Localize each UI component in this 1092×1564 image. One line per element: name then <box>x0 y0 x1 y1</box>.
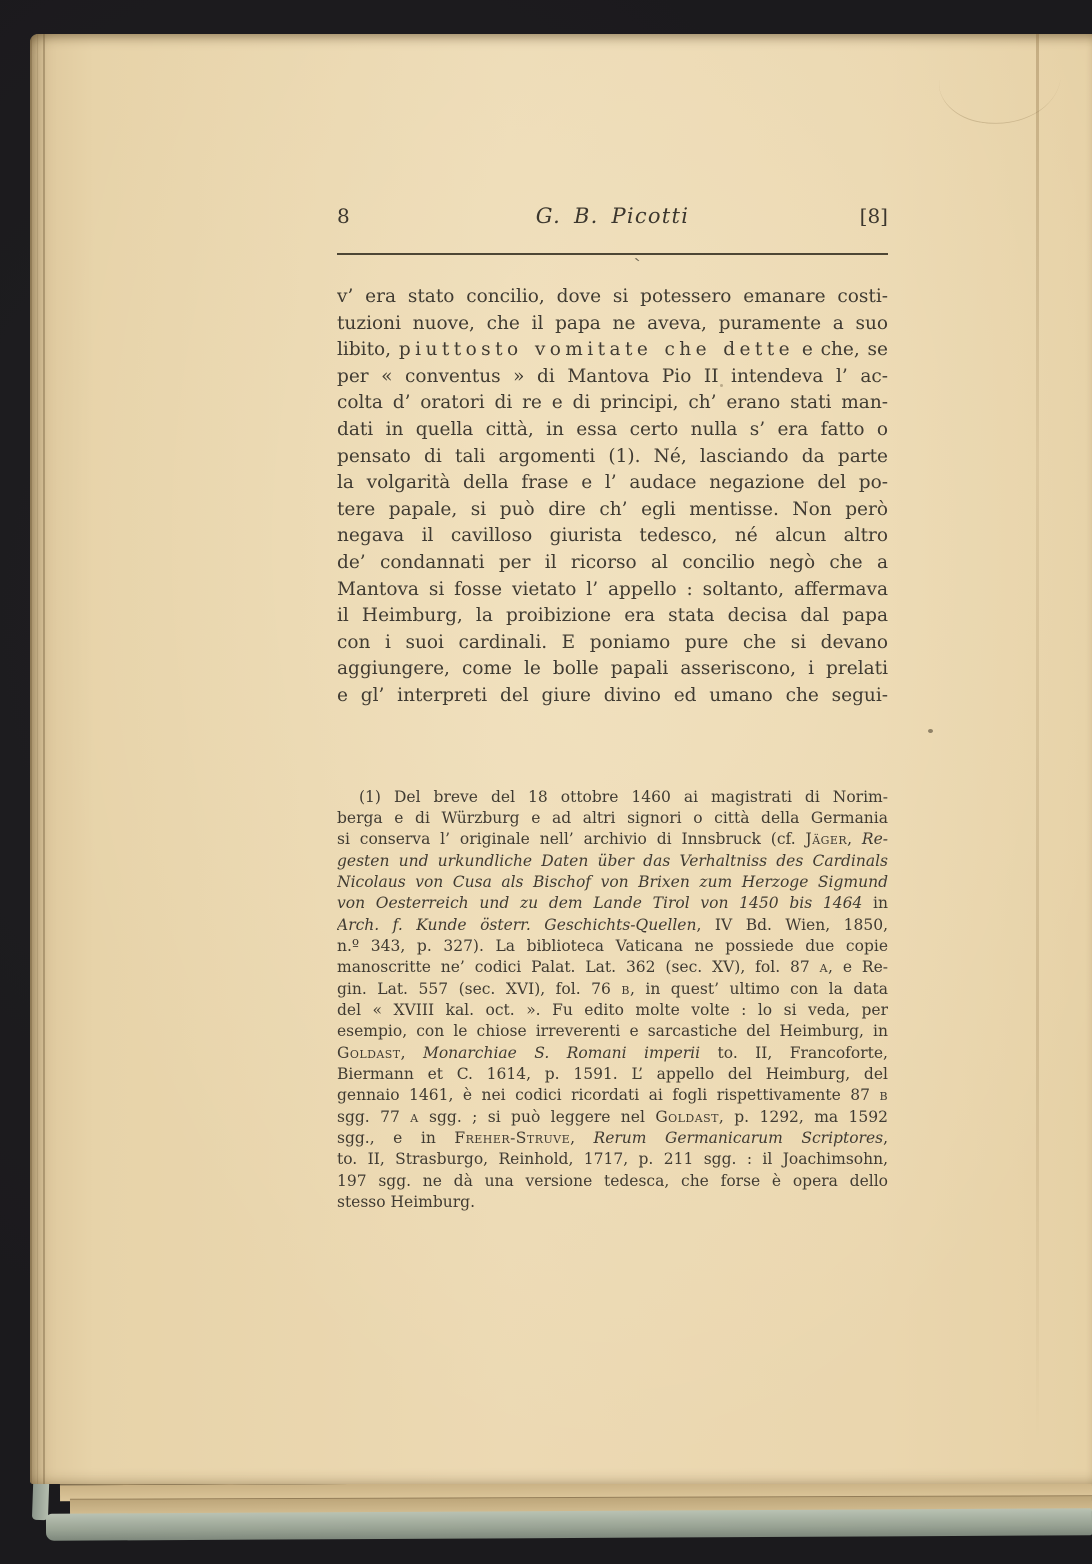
text-line <box>337 390 888 417</box>
text-segment: b <box>621 979 630 998</box>
text-line <box>337 851 888 872</box>
text-segment: libito, <box>337 339 399 361</box>
text-segment: colta d’ oratori di re e di principi, ch’ erano stati man- <box>337 392 888 414</box>
text-segment: esempio, con le chiose irreverenti e sarcastiche del Heimburg, in <box>337 1022 888 1041</box>
text-line <box>337 957 888 978</box>
paper-crease <box>1036 34 1039 1444</box>
text-segment: manoscritte ne’ codici Palat. Lat. 362 (sec. XV), fol. 87 <box>337 958 820 977</box>
text-segment: sgg. 77 <box>337 1107 411 1126</box>
text-segment: la volgarità della frase e l’ audace negazione del po- <box>337 472 888 494</box>
text-line <box>337 470 888 497</box>
text-segment: e che, se <box>794 339 888 361</box>
text-line <box>337 1000 888 1021</box>
text-segment: gin. Lat. 557 (sec. XVI), fol. 76 <box>337 979 622 998</box>
text-line <box>337 523 888 550</box>
text-line <box>337 808 888 829</box>
text-line <box>337 364 888 391</box>
text-line <box>337 630 888 657</box>
text-segment: pensato di tali argomenti (1). Né, lasciando da parte <box>337 445 888 467</box>
text-segment: , e Re- <box>828 958 888 977</box>
text-segment: Goldast <box>337 1043 401 1062</box>
text-segment: aggiungere, come le bolle papali asseriscono, i prelati <box>337 658 888 680</box>
page-number-left: 8 <box>337 204 350 228</box>
text-segment: berga e di Würzburg e ad altri signori o città della Germania <box>337 808 888 827</box>
text-segment: , <box>883 1129 888 1147</box>
text-segment: negava il cavilloso giurista tedesco, né alcun altro <box>337 525 888 547</box>
text-line <box>337 577 888 604</box>
text-line <box>337 1021 888 1042</box>
text-segment: del « XVIII kal. oct. ». Fu edito molte volte : lo si veda, per <box>337 1000 888 1019</box>
text-segment: Mantova si fosse vietato l’ appello : soltanto, affermava <box>337 578 888 600</box>
text-line <box>337 1043 888 1064</box>
text-segment: (1) Del breve del 18 ottobre 1460 ai magistrati di Norim- <box>359 787 888 806</box>
text-segment: Re- <box>861 830 888 849</box>
text-segment: v’ era stato concilio, dove si potessero emanare costi- <box>337 286 888 307</box>
text-segment: von Oesterreich und zu dem Lande Tirol von 1450 bis 1464 <box>337 894 863 913</box>
text-segment: dati in quella città, in essa certo nulla s’ era fatto o <box>337 418 888 440</box>
text-line <box>337 311 888 338</box>
text-line <box>337 1192 888 1213</box>
text-line <box>337 1171 888 1192</box>
text-segment: Arch. f. Kunde österr. Geschichts-Quellen <box>337 915 697 934</box>
footnote-text <box>337 787 888 1214</box>
body-text <box>337 284 888 710</box>
text-segment: Goldast <box>655 1107 719 1126</box>
text-line <box>337 979 888 1000</box>
book-cover-edge <box>46 1508 1092 1540</box>
header-rule <box>337 253 888 255</box>
text-line <box>337 497 888 524</box>
text-segment: gesten und urkundliche Daten über das Verhaltniss des Cardinals <box>337 851 888 870</box>
running-title: G. B. Picotti <box>535 204 690 228</box>
text-segment: de’ condannati per il ricorso al concilio negò che a <box>337 551 888 573</box>
text-line <box>337 829 888 850</box>
text-line <box>337 1107 888 1128</box>
text-segment: to. II, Francoforte, <box>700 1043 888 1062</box>
paper-speck <box>928 729 933 733</box>
text-segment: piuttosto vomitate che dette <box>398 339 795 361</box>
text-segment: , <box>847 830 862 849</box>
text-segment: sgg. ; si può leggere nel <box>418 1107 656 1126</box>
text-line <box>337 1128 888 1149</box>
text-segment: Nicolaus von Cusa als Bischof von Brixen zum Herzoge Sigmund <box>337 872 888 891</box>
text-segment: Freher-Struve <box>454 1129 571 1147</box>
text-segment: e gl’ interpreti del giure divino ed umano che segui- <box>337 684 888 706</box>
text-segment: a <box>819 958 829 977</box>
text-line <box>337 893 888 914</box>
text-segment: in <box>862 894 888 913</box>
text-line <box>337 1064 888 1085</box>
text-segment: a <box>410 1107 419 1126</box>
text-line <box>337 872 888 893</box>
text-line <box>337 444 888 471</box>
text-line <box>337 1085 888 1106</box>
text-segment: Rerum Germanicarum Scriptores <box>593 1129 884 1147</box>
text-segment: Monarchiae S. Romani imperii <box>422 1043 701 1062</box>
text-segment: n.º 343, p. 327). La biblioteca Vaticana ne possiede due copie <box>337 936 888 955</box>
text-segment: con i suoi cardinali. E poniamo pure che si devano <box>337 631 888 653</box>
text-line <box>337 683 888 710</box>
text-segment: , IV Bd. Wien, 1850, <box>696 915 888 934</box>
text-line <box>337 1149 888 1170</box>
text-segment: Jäger <box>805 830 848 849</box>
text-line <box>337 284 888 311</box>
text-line <box>337 936 888 957</box>
text-segment: stesso Heimburg. <box>337 1193 476 1212</box>
text-segment: , p. 1292, ma 1592 <box>718 1107 888 1126</box>
text-segment: , <box>400 1043 423 1062</box>
text-segment: tuzioni nuove, che il papa ne aveva, puramente a suo <box>337 312 888 334</box>
text-line <box>337 915 888 936</box>
text-segment: Biermann et C. 1614, p. 1591. L’ appello del Heimburg, del <box>337 1064 888 1083</box>
text-line <box>337 656 888 683</box>
text-segment: to. II, Strasburgo, Reinhold, 1717, p. 211 sgg. : il Joachimsohn, <box>337 1150 888 1169</box>
text-segment: sgg., e in <box>337 1129 455 1147</box>
text-segment: per « conventus » di Mantova Pio II intendeva l’ ac- <box>337 365 888 387</box>
text-segment: il Heimburg, la proibizione era stata decisa dal papa <box>337 605 888 627</box>
page-number-right: [8] <box>859 204 888 228</box>
stray-ink-mark: ` <box>632 255 647 278</box>
text-segment: , in quest’ ultimo con la data <box>629 979 888 998</box>
text-line <box>337 787 888 808</box>
book-page <box>30 34 1092 1484</box>
paper-crease <box>934 26 1065 133</box>
text-segment: b <box>879 1086 888 1105</box>
text-segment: gennaio 1461, è nei codici ricordati ai fogli rispettivamente 87 <box>337 1086 880 1105</box>
text-line <box>337 603 888 630</box>
text-line <box>337 550 888 577</box>
text-line <box>337 337 888 364</box>
text-column <box>337 204 888 1213</box>
page-header <box>337 204 888 232</box>
text-segment: si conserva l’ originale nell’ archivio di Innsbruck (cf. <box>337 830 806 849</box>
text-line <box>337 417 888 444</box>
page-stack-edge <box>30 34 50 1484</box>
text-segment: 197 sgg. ne dà una versione tedesca, che forse è opera dello <box>337 1171 888 1190</box>
text-segment: tere papale, si può dire ch’ egli mentisse. Non però <box>337 498 888 520</box>
text-segment: , <box>570 1129 594 1147</box>
